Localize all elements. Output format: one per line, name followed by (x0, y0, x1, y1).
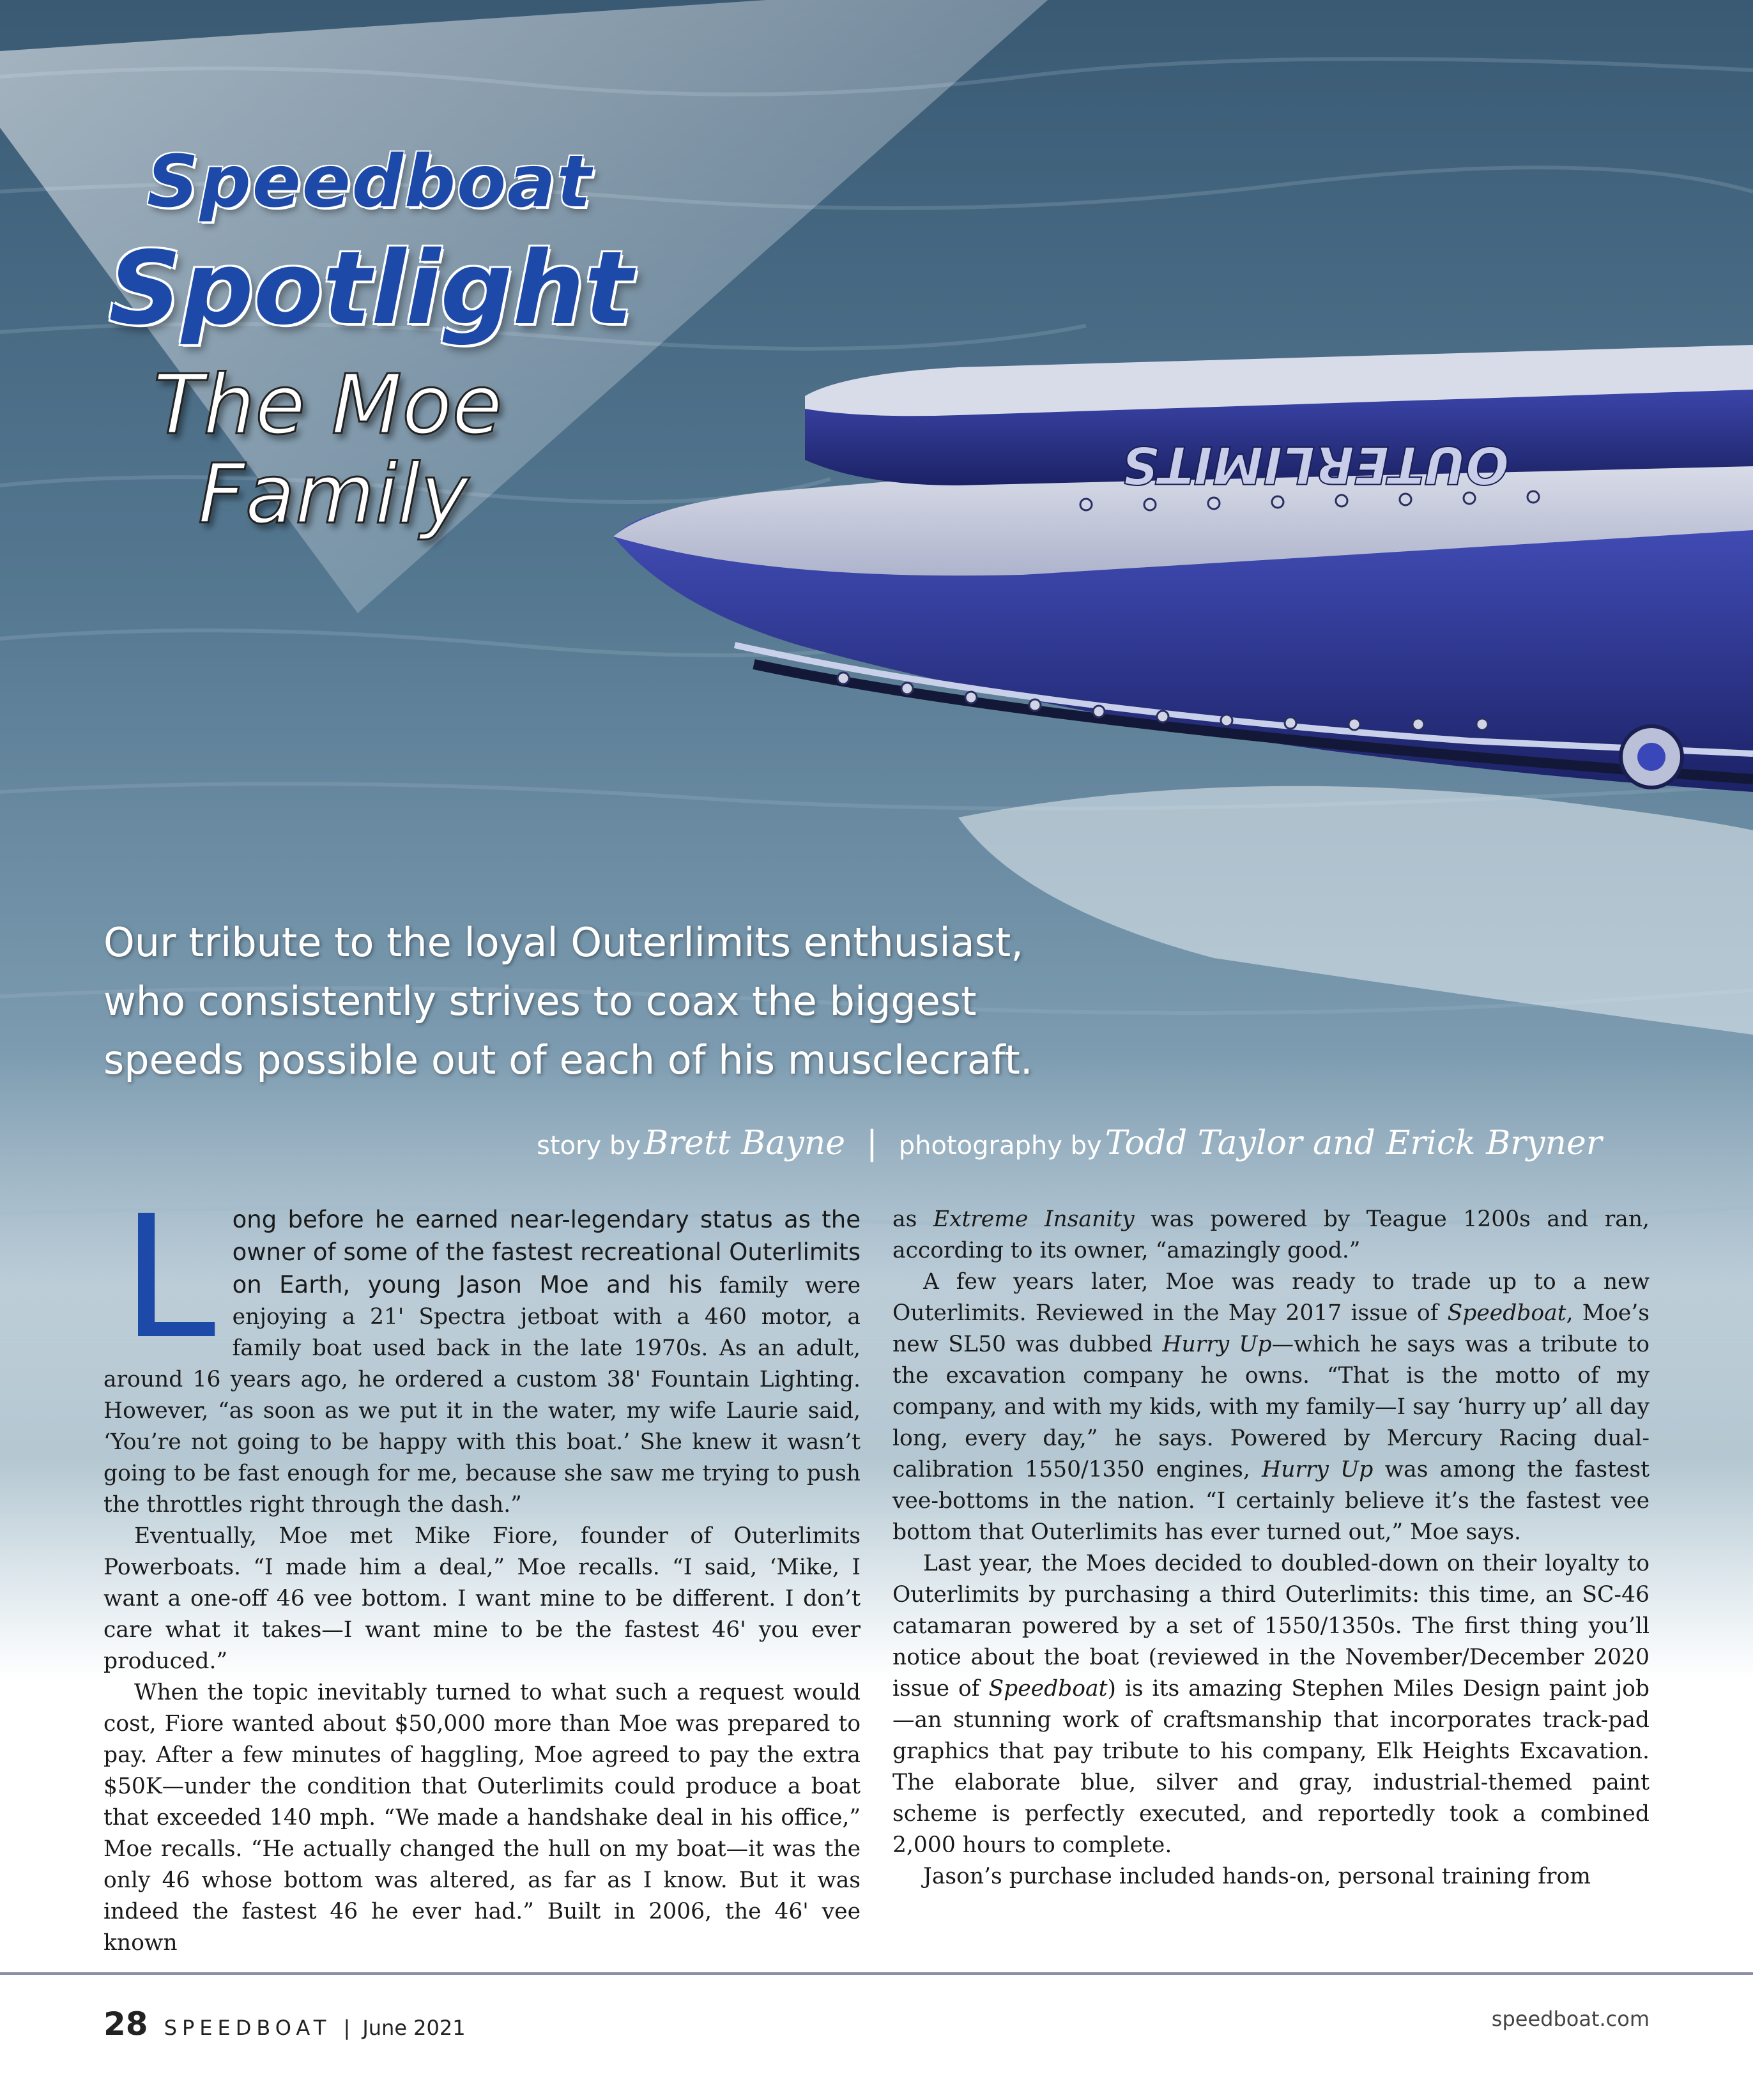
tagline-line: Our tribute to the loyal Outerlimits enthusiast, (103, 919, 1023, 966)
boat-name-italic: Hurry Up (1162, 1332, 1272, 1357)
magazine-name-italic: Speedboat (1447, 1300, 1566, 1326)
text-run: Last year, the Moes decided to doubled-down on their loyalty to Outerlimits by purchasing a third Outerlimits: this time, an SC-46 catamaran powered by a set of 1550/1350s. The first thing you’ll notice about the boat (reviewed in the November/December 2020 issue of (892, 1551, 1650, 1701)
article-body (103, 1180, 1650, 1956)
text-run: —which he says was a tribute to the excavation company he owns. “That is the motto of my company, and with my kids, with my family—I say ‘hurry up’ all day long, every day,” he says. Powered by Mercury Racing dual-calibration 1550/1350 engines, (892, 1332, 1650, 1482)
text-run: as (892, 1206, 933, 1232)
article-paragraph (892, 1267, 1650, 1548)
article-paragraph (103, 1180, 861, 1521)
website-url: speedboat.com (1491, 2007, 1650, 2031)
article-paragraph: Jason’s purchase included hands-on, personal training from (923, 1864, 1591, 1889)
issue-date: June 2021 (362, 2016, 466, 2040)
byline (537, 1124, 1602, 1162)
folio-separator: | (343, 2016, 351, 2040)
hull-graphic-text: OUTERLIMITS (1122, 435, 1510, 494)
text-run: was powered by Teague 1200s and ran, according to its owner, “amazingly good.” (892, 1206, 1650, 1263)
text-run: ) is its amazing Stephen Miles Design paint job—an stunning work of craftsmanship that incorporates track-pad graphics that pay tribute to his company, Elk Heights Excavation. The elaborate blue, silver and gray, industrial-themed paint scheme is perfectly executed, and reportedly took a combined 2,000 hours to complete. (892, 1676, 1650, 1858)
story-author: Brett Bayne (643, 1124, 846, 1162)
byline-separator: | (866, 1124, 878, 1162)
headline-the-moe: The Moe (153, 358, 503, 453)
story-label: story by (537, 1131, 641, 1160)
photographers: Todd Taylor and Erick Bryner (1105, 1124, 1602, 1162)
magazine-name: SPEEDBOAT (164, 2016, 332, 2040)
paragraph-text: family were enjoying a 21' Spectra jetboat with a 460 motor, a family boat used back in the late 1970s. As an adult, around 16 years ago, he ordered a custom 38' Fountain Lighting. However, “as soon as we put it in the water, my wife Laurie said, ‘You’re not going to be happy with this boat.’ She knew it wasn’t going to be fast enough for me, because she saw me trying to push the throttles right through the dash.” (103, 1273, 861, 1518)
text-run: , Moe’s new SL50 was dubbed (892, 1300, 1650, 1357)
page-number: 28 (103, 2005, 148, 2043)
article-paragraph: Eventually, Moe met Mike Fiore, founder of Outerlimits Powerboats. “I made him a deal,” Moe recalls. “I said, ‘Mike, I want a one-off 46 vee bottom. I want mine to be different. I don’t care what it takes—I want mine to be the fastest 46' you ever produced.” (103, 1523, 861, 1674)
photo-label: photography by (898, 1131, 1102, 1160)
article-paragraph (892, 1204, 1650, 1267)
boat-name-italic: Extreme Insanity (933, 1206, 1135, 1232)
footer-rule (0, 1972, 1753, 1975)
boat-name-italic: Hurry Up (1262, 1457, 1374, 1482)
article-paragraph (892, 1548, 1650, 1861)
article-column-left (103, 1180, 861, 1959)
drop-cap: L (121, 1180, 216, 1376)
magazine-name-italic: Speedboat (988, 1676, 1108, 1701)
tagline-line: who consistently strives to coax the biggest (103, 978, 977, 1024)
text-run: A few years later, Moe was ready to trade up to a new Outerlimits. Reviewed in the May 2017 issue of (892, 1269, 1650, 1326)
deck-tagline (103, 913, 1190, 1090)
lead-in-text: ong before he earned near-legendary status as the owner of some of the fastest recreational Outerlimits on Earth, young Jason Moe and his (232, 1206, 861, 1298)
headline-family: Family (198, 447, 469, 542)
text-run: was among the fastest vee-bottoms in the nation. “I certainly believe it’s the fastest vee bottom that Outerlimits has ever turned out,” Moe says. (892, 1457, 1650, 1545)
tagline-line: speeds possible out of each of his musclecraft. (103, 1037, 1033, 1083)
headline-spotlight: Spotlight (109, 230, 633, 347)
article-column-right (892, 1204, 1650, 1892)
headline-speedboat: Speedboat (147, 141, 593, 224)
article-paragraph: When the topic inevitably turned to what such a request would cost, Fiore wanted about $50,000 more than Moe was prepared to pay. After a few minutes of haggling, Moe agreed to pay the extra $50K—under the condition that Outerlimits could produce a boat that exceeded 140 mph. “We made a handshake deal in his office,” Moe recalls. “He actually changed the hull on my boat—it was the only 46 whose bottom was altered, as far as I know. But it was indeed the fastest 46 he ever had.” Built in 2006, the 46' vee known (103, 1680, 861, 1956)
folio (103, 2005, 466, 2043)
